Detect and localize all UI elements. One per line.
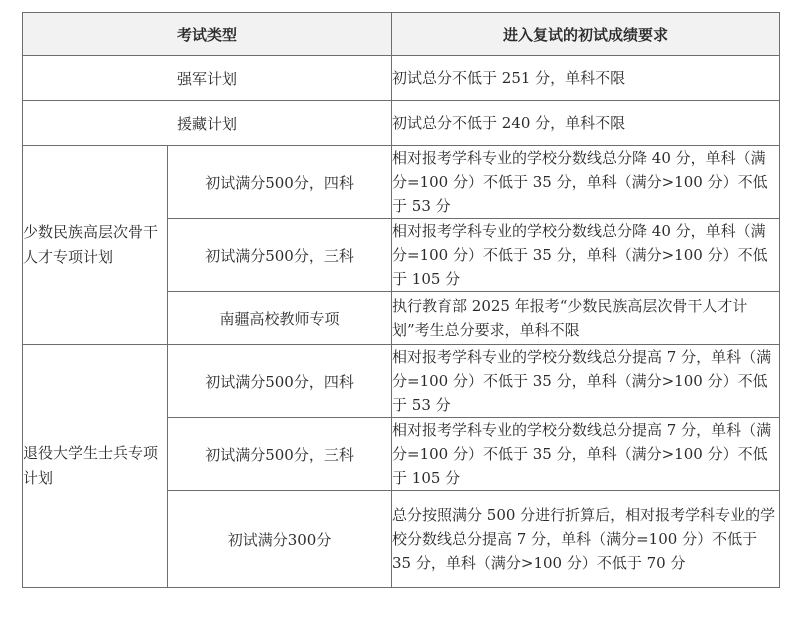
sub-veteran-three-subjects: 初试满分500分，三科 [168, 418, 392, 491]
sub-minority-three-subjects: 初试满分500分，三科 [168, 219, 392, 292]
requirement-qiangjun: 初试总分不低于 251 分，单科不限 [392, 56, 780, 101]
requirement-veteran-three-subjects: 相对报考学科专业的学校分数线总分提高 7 分，单科（满分=100 分）不低于 35 分，单科（满分>100 分）不低于 105 分 [392, 418, 780, 491]
group-minority: 少数民族高层次骨干人才专项计划 [23, 146, 168, 345]
document-page [22, 12, 780, 588]
requirement-veteran-300-points: 总分按照满分 500 分进行折算后，相对报考学科专业的学校分数线总分提高 7 分，单科（满分=100 分）不低于 35 分，单科（满分>100 分）不低于 70 分 [392, 491, 780, 588]
table-header-row [23, 13, 780, 56]
sub-veteran-300-points: 初试满分300分 [168, 491, 392, 588]
requirement-veteran-four-subjects: 相对报考学科专业的学校分数线总分提高 7 分，单科（满分=100 分）不低于 35 分，单科（满分>100 分）不低于 53 分 [392, 345, 780, 418]
sub-minority-four-subjects: 初试满分500分，四科 [168, 146, 392, 219]
requirement-minority-three-subjects: 相对报考学科专业的学校分数线总分降 40 分，单科（满分=100 分）不低于 35 分，单科（满分>100 分）不低于 105 分 [392, 219, 780, 292]
requirement-minority-nanjiang-teachers: 执行教育部 2025 年报考“少数民族高层次骨干人才计划”考生总分要求，单科不限 [392, 292, 780, 345]
plan-yuanzang: 援藏计划 [23, 101, 392, 146]
sub-veteran-four-subjects: 初试满分500分，四科 [168, 345, 392, 418]
group-veteran: 退役大学生士兵专项计划 [23, 345, 168, 588]
table-row [23, 56, 780, 101]
requirement-yuanzang: 初试总分不低于 240 分，单科不限 [392, 101, 780, 146]
header-requirement: 进入复试的初试成绩要求 [392, 13, 780, 56]
header-exam-type: 考试类型 [23, 13, 392, 56]
sub-minority-nanjiang-teachers: 南疆高校教师专项 [168, 292, 392, 345]
plan-qiangjun: 强军计划 [23, 56, 392, 101]
table-row [23, 146, 780, 219]
retest-requirements-table [22, 12, 780, 588]
requirement-minority-four-subjects: 相对报考学科专业的学校分数线总分降 40 分，单科（满分=100 分）不低于 35 分，单科（满分>100 分）不低于 53 分 [392, 146, 780, 219]
table-row [23, 345, 780, 418]
table-row [23, 101, 780, 146]
